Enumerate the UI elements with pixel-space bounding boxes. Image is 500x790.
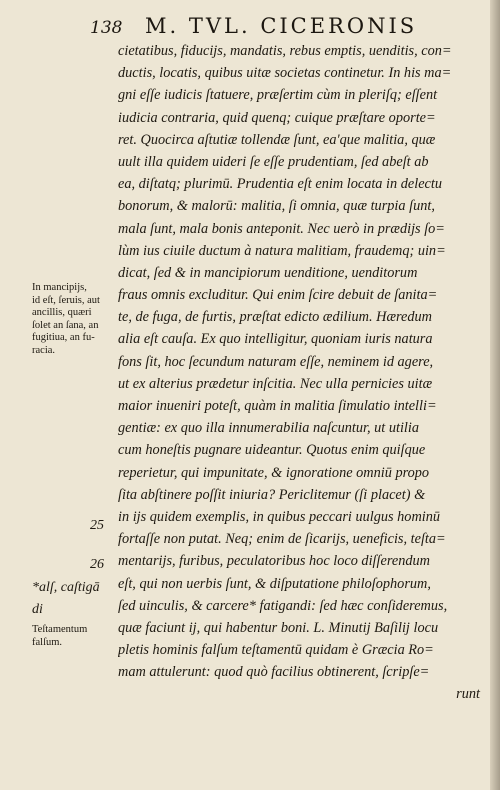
- text-line: fraus omnis excluditur. Qui enim ſcire debuit de ſanita=: [118, 287, 438, 304]
- text-line: maior inueniri poteſt, quàm in malitia ſimulatio intelli=: [118, 398, 437, 414]
- margin-note-line: falſum.: [32, 636, 63, 648]
- catchword: runt: [456, 686, 480, 703]
- page-number: 138: [90, 18, 123, 38]
- body-text: [118, 40, 484, 706]
- book-gutter: [490, 0, 500, 790]
- text-line: cietatibus, fiducijs, mandatis, rebus emptis, uenditis, con=: [118, 43, 452, 59]
- text-line: bonorum, & malorū: malitia, ſi omnia, quæ turpia ſunt,: [118, 198, 435, 215]
- text-line: gentiæ: ex quo illa innumerabilia naſcuntur, ut utilia: [118, 420, 420, 437]
- text-line: alia eſt cauſa. Ex quo intelligitur, quoniam iuris natura: [118, 331, 433, 348]
- margin-variant-reading: *alſ, caſtigā: [32, 580, 100, 595]
- margin-note-line: ancillis, quæri: [32, 307, 92, 318]
- text-line: mala ſunt, mala bonis anteponit. Nec uerò in prædijs ſo=: [118, 220, 445, 237]
- text-line: ea, diſtatq; plurimū. Prudentia eſt enim locata in delectu: [118, 176, 443, 193]
- margin-variant-reading-di: di: [32, 602, 43, 617]
- text-line: mam attulerunt: quod quò facilius obtinerent, ſcripſe=: [118, 664, 430, 681]
- text-line: fons ſit, hoc ſecundum naturam eſſe, neminem id agere,: [118, 353, 434, 370]
- page-header: [0, 14, 490, 40]
- text-line: lùm ius ciuile ductum à natura malitiam, fraudemq; uin=: [118, 242, 446, 259]
- margin-note-mancipiis: [32, 282, 122, 357]
- text-line: dicat, ſed & in mancipiorum uenditione, uenditorum: [118, 264, 418, 281]
- text-line: ret. Quocirca aſtutiæ tollendæ ſunt, ea'que malitia, quæ: [118, 131, 436, 148]
- margin-note-line: In mancipijs,: [32, 282, 87, 293]
- text-line: quæ faciunt ij, qui habentur boni. L. Minutij Baſilij locu: [118, 619, 439, 636]
- text-line: cum honeſtis pugnare uideantur. Quotus enim quiſque: [118, 442, 426, 459]
- margin-note-line: id eſt, ſeruis, aut: [32, 294, 100, 306]
- margin-note-line: Teſtamentum: [32, 624, 88, 635]
- text-line: ſed uinculis, & carcere* fatigandi: ſed hæc conſideremus,: [118, 597, 448, 614]
- text-line: ductis, locatis, quibus uitæ societas continetur. In his ma=: [118, 65, 452, 82]
- text-line: reperietur, qui impunitate, & ignoratione omniū propo: [118, 464, 430, 481]
- text-line: pletis hominis falſum teſtamentū quidam è Græcia Ro=: [118, 642, 434, 659]
- text-line: ut ex alterius prædetur inſcitia. Nec ulla pernicies uitæ: [118, 375, 433, 392]
- section-number: 25: [90, 518, 104, 533]
- text-line: eſt, qui non uerbis ſunt, & diſputatione philoſophorum,: [118, 575, 431, 592]
- text-line: fortaſſe non putat. Neq; enim de ſicarijs, ueneficis, teſta=: [118, 531, 446, 548]
- running-head: M. TVL. CICERONIS: [145, 14, 418, 38]
- margin-note-line: fugitiua, an fu-: [32, 332, 95, 343]
- text-line: ſita abſtinere poſſit iniuria? Periclitemur (ſi placet) &: [118, 486, 426, 503]
- text-line: gni eſſe iudicis ſtatuere, præſertim cùm in pleriſq; eſſent: [118, 87, 438, 104]
- text-line: iudicia contraria, quid quenq; cuique præſtare oporte=: [118, 109, 436, 126]
- margin-note-line: racia.: [32, 344, 56, 356]
- text-line: in ijs quidem exemplis, in quibus peccari uulgus hominū: [118, 508, 441, 525]
- text-line: mentarijs, furibus, peculatoribus hoc loco diſſerendum: [118, 553, 430, 570]
- section-number: 26: [90, 557, 104, 572]
- margin-note-testamentum: [32, 624, 122, 649]
- text-line: te, de fuga, de furtis, præſtat edicto ædilium. Hæredum: [118, 309, 432, 326]
- margin-note-line: ſolet an ſana, an: [32, 319, 99, 331]
- text-line: uult illa quidem uideri ſe eſſe prudentiam, ſed abeſt ab: [118, 153, 429, 170]
